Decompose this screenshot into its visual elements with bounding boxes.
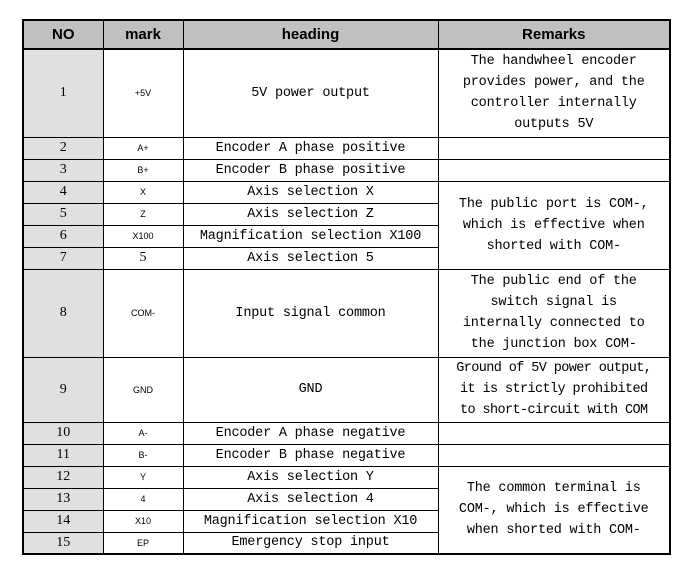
- row-remark-empty: [438, 422, 670, 444]
- row-heading: Encoder A phase positive: [183, 137, 438, 159]
- remark-line: it is strictly prohibited: [459, 382, 648, 397]
- row-heading: Axis selection 4: [183, 488, 438, 510]
- row-heading: Emergency stop input: [183, 532, 438, 554]
- row-heading: Input signal common: [183, 269, 438, 357]
- table-row: [23, 444, 670, 466]
- table-row: [23, 269, 670, 357]
- row-heading: GND: [183, 357, 438, 422]
- row-mark: B+: [103, 159, 183, 181]
- row-no: 15: [23, 532, 103, 554]
- table-row: [23, 422, 670, 444]
- row-heading: Magnification selection X10: [183, 510, 438, 532]
- remark-line: The common terminal is: [466, 481, 641, 496]
- row-no: 9: [23, 357, 103, 422]
- table-row: [23, 159, 670, 181]
- remark-line: COM-, which is effective: [458, 502, 649, 517]
- row-heading: Encoder A phase negative: [183, 422, 438, 444]
- header-remarks: Remarks: [438, 20, 670, 49]
- table-row: [23, 181, 670, 203]
- pin-definition-table: [22, 19, 671, 555]
- table-row: [23, 49, 670, 137]
- remark-line: Ground of 5V power output,: [456, 361, 652, 376]
- remark-line: The handwheel encoder: [470, 54, 637, 70]
- row-heading: Magnification selection X100: [183, 225, 438, 247]
- remark-line: outputs 5V: [514, 117, 594, 133]
- row-mark: A+: [103, 137, 183, 159]
- row-remark: [438, 49, 670, 137]
- row-mark: GND: [103, 357, 183, 422]
- remark-line: the junction box COM-: [470, 337, 637, 352]
- row-no: 6: [23, 225, 103, 247]
- row-mark: 4: [103, 488, 183, 510]
- row-mark: +5V: [103, 49, 183, 137]
- row-mark: 5: [103, 247, 183, 269]
- table-row: [23, 137, 670, 159]
- header-mark: mark: [103, 20, 183, 49]
- remark-line: The public end of the: [470, 274, 637, 289]
- row-heading: 5V power output: [183, 49, 438, 137]
- row-remark-empty: [438, 444, 670, 466]
- row-remark: [438, 466, 670, 554]
- row-remark: [438, 269, 670, 357]
- row-no: 2: [23, 137, 103, 159]
- header-no: NO: [23, 20, 103, 49]
- row-heading: Axis selection X: [183, 181, 438, 203]
- remark-line: switch signal is: [490, 295, 617, 310]
- row-heading: Encoder B phase negative: [183, 444, 438, 466]
- row-remark-empty: [438, 159, 670, 181]
- row-mark: Y: [103, 466, 183, 488]
- remark-line: provides power, and the: [462, 75, 645, 91]
- row-no: 14: [23, 510, 103, 532]
- remark-line: The public port is COM-,: [458, 196, 649, 212]
- row-no: 13: [23, 488, 103, 510]
- row-remark: [438, 357, 670, 422]
- remark-line: to short-circuit with COM: [459, 403, 648, 418]
- remark-line: which is effective when: [462, 217, 645, 233]
- row-no: 11: [23, 444, 103, 466]
- row-mark: X10: [103, 510, 183, 532]
- row-no: 4: [23, 181, 103, 203]
- remark-line: shorted with COM-: [486, 238, 621, 254]
- row-remark-empty: [438, 137, 670, 159]
- header-row: [23, 20, 670, 49]
- row-mark: Z: [103, 203, 183, 225]
- row-no: 3: [23, 159, 103, 181]
- row-mark: EP: [103, 532, 183, 554]
- row-heading: Encoder B phase positive: [183, 159, 438, 181]
- header-heading: heading: [183, 20, 438, 49]
- remark-line: when shorted with COM-: [466, 523, 641, 538]
- row-mark: X100: [103, 225, 183, 247]
- row-mark: X: [103, 181, 183, 203]
- row-mark: A-: [103, 422, 183, 444]
- row-heading: Axis selection Y: [183, 466, 438, 488]
- remark-line: controller internally: [470, 96, 637, 112]
- row-remark: [438, 181, 670, 269]
- row-no: 1: [23, 49, 103, 137]
- table-row: [23, 466, 670, 488]
- row-no: 5: [23, 203, 103, 225]
- row-no: 8: [23, 269, 103, 357]
- row-no: 10: [23, 422, 103, 444]
- row-heading: Axis selection 5: [183, 247, 438, 269]
- row-mark: B-: [103, 444, 183, 466]
- row-no: 7: [23, 247, 103, 269]
- row-mark: COM-: [103, 269, 183, 357]
- row-no: 12: [23, 466, 103, 488]
- remark-line: internally connected to: [462, 316, 645, 331]
- table-row: [23, 357, 670, 422]
- row-heading: Axis selection Z: [183, 203, 438, 225]
